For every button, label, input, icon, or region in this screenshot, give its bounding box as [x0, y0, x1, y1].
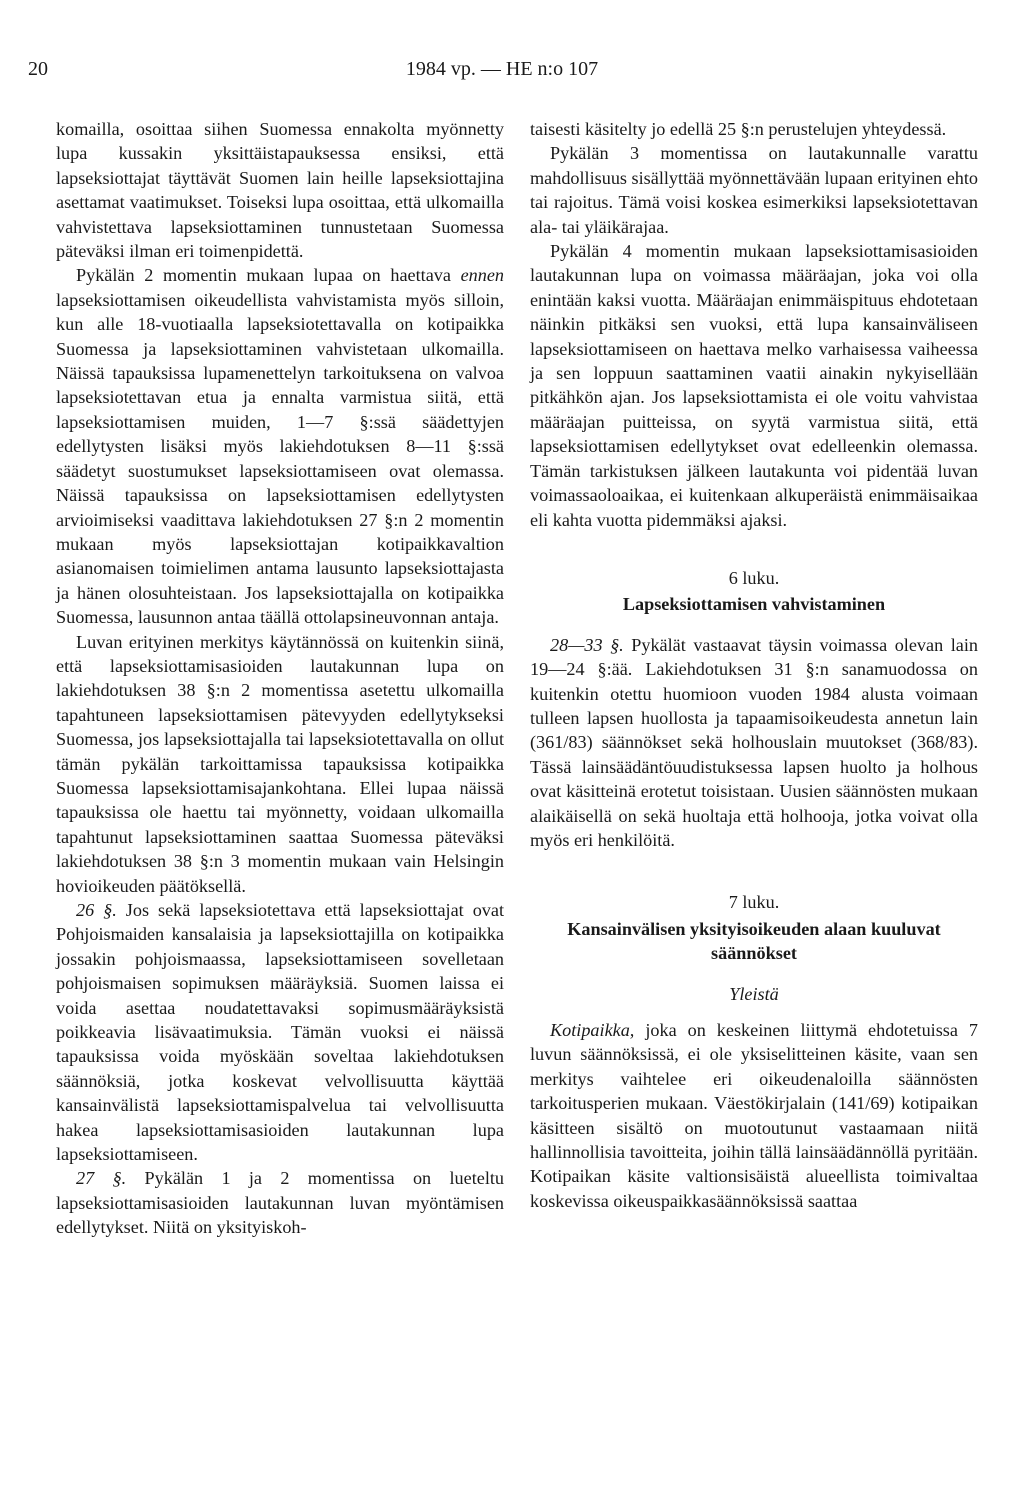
paragraph: Pykälän 2 momentin mukaan lupaa on haettava ennen lapseksiottamisen oikeudellista vahvistamista myös silloin, kun alle 18-vuotiaalla lapseksiotettavalla on kotipaikka Suomessa ja lapseksiottaminen vahvistetaan ulkomailla. Näissä tapauksissa lupamenettelyn tarkoituksena on valvoa lapseksiotettavan etua ja ennalta varmistua siitä, että lapseksiottamisen muiden, 1—7 §:ssä säädettyjen edellytysten lisäksi myös lakiehdotuksen 8—11 §:ssä säädetyt suostumukset lapseksiottamiseen ovat olemassa. Näissä tapauksissa on lapseksiottamisen edellytysten arvioimiseksi vaadittava lakiehdotuksen 27 §:n 2 momentin mukaan myös lapseksiottajan kotipaikkavaltion asianomaisen toimielimen antama lausunto lapseksiottajasta ja hänen olosuhteistaan. Jos lapseksiottajalla on kotipaikka Suomessa, lausunnon antaa täällä ottolapsineuvonnan antaja.	[56, 265, 505, 628]
section-ref: 26 §.	[76, 900, 117, 920]
left-column	[56, 117, 504, 1240]
paragraph: taisesti käsitelty jo edellä 25 §:n perustelujen yhteydessä.	[530, 119, 947, 139]
emphasis: Kotipaikka,	[550, 1020, 635, 1040]
chapter-number: 6 luku.	[728, 567, 780, 588]
paragraph: Pykälän 4 momentin mukaan lapseksiottamisasioiden lautakunnan lupa on voimassa määräajan, joka voi olla enintään kaksi vuotta. Määräajan enimmäispituus ehdotetaan näinkin pitkäksi sen vuoksi, että lupa kansainväliseen lapseksiottamiseen on haettava melko varhaisessa vaiheessa ja sen loppuun saattaminen vaatii ainakin nykyisellään pitkähkön ajan. Jos lapseksiottamista ei ole voitu vahvistaa määräajan puitteissa, on syytä varmistua siitä, että lapseksiottamisen edellytykset ovat edelleenkin olemassa. Tämän tarkistuksen jälkeen lautakunta voi pidentää luvan voimassaoloaikaa, ei kuitenkaan alkuperäistä enimmäisaikaa eli kahta vuotta pidemmäksi ajaksi.	[530, 241, 978, 530]
paragraph: Kotipaikka, joka on keskeinen liittymä ehdotetuissa 7 luvun säännöksissä, ei ole yksiselitteinen käsite, vaan sen merkitys vaihtelee eri oikeudenaloilla säännösten tarkoitusperien mukaan. Väestökirjalain (141/69) kotipaikan käsitteen sisältö on muotoutunut vastaamaan niitä hallinnollisia tavoitteita, joihin tällä lainsäädännöllä pyritään. Kotipaikan käsite valtionsisäistä alueellista toimivaltaa koskevissa oikeuspaikkasäännöksissä saattaa	[530, 1020, 979, 1211]
chapter-number: 7 luku.	[728, 892, 780, 913]
paragraph: Pykälän 3 momentissa on lautakunnalle varattu mahdollisuus sisällyttää myönnettävään lupaan erityinen ehto tai rajoitus. Tämä voisi koskea esimerkiksi lapseksiotettavan ala- tai yläikärajaa.	[530, 143, 979, 237]
paragraph: komailla, osoittaa siihen Suomessa ennakolta myönnetty lupa kussakin yksittäistapauksessa ensiksi, että lapseksiottajat täyttävät Suomen lain heille lapseksiottajina asettamat vaatimukset. Toiseksi lupa osoittaa, että ulkomailla vahvistettava lapseksiottaminen tunnustetaan Suomessa päteväksi ilman eri toimenpidettä.	[56, 119, 504, 262]
emphasis: ennen	[460, 265, 505, 286]
subheading: Yleistä	[729, 983, 779, 1004]
chapter-title: Lapseksiottamisen vahvistaminen	[622, 594, 886, 615]
right-column	[530, 117, 978, 1213]
page-header	[28, 58, 976, 88]
page-number: 20	[28, 58, 48, 80]
section-ref: 27 §.	[76, 1168, 127, 1189]
running-title: 1984 vp. — HE n:o 107	[405, 58, 599, 80]
paragraph: 27 §. Pykälän 1 ja 2 momentissa on lueteltu lapseksiottamisasioiden lautakunnan luvan myöntämisen edellytykset. Niitä on yksityiskoh-	[56, 1168, 505, 1238]
paragraph: Luvan erityinen merkitys käytännössä on kuitenkin siinä, että lapseksiottamisasioiden lautakunnan lupa on lakiehdotuksen 38 §:n 2 momentissa asetettu ulkomailla tapahtuneen lapseksiottamisen pätevyyden edellytykseksi Suomessa, jos lapseksiottajalla tai lapseksiotettavalla on ollut tämän pykälän tarkoittamissa tapauksissa kotipaikka Suomessa lapseksiottamisajankohtana. Ellei lupaa näissä tapauksissa ole haettu tai myönnetty, voidaan ulkomailla tapahtunut lapseksiottaminen saattaa Suomessa päteväksi lakiehdotuksen 38 §:n 3 momentin mukaan vain Helsingin hovioikeuden päätöksellä.	[56, 631, 504, 896]
paragraph: 28—33 §. Pykälät vastaavat täysin voimassa olevan lain 19—24 §:ää. Lakiehdotuksen 31 §:n sanamuodossa on kuitenkin otettu huomioon vuoden 1984 alusta voimaan tulleen lapsen huollosta ja tapaamisoikeudesta annetun lain (361/83) säännökset sekä holhouslain muutokset (368/83). Tässä lainsäädäntöuudistuksessa lapsen huolto ja holhous ovat käsitteinä erotetut toisistaan. Uusien säännösten mukaan alaikäisellä on sekä huoltaja että holhooja, jotka voivat olla myös eri henkilöitä.	[530, 634, 978, 850]
paragraph: 26 §. Jos sekä lapseksiotettava että lapseksiottajat ovat Pohjoismaiden kansalaisia ja lapseksiottajilla on kotipaikka jossakin pohjoismaassa, lapseksiottamiseen sovelletaan pohjoismaisen sopimuksen määräyksiä. Suomen laissa ei voida asettaa noudatettavaksi sopimusmääräyksistä poikkeavia lisävaatimuksia. Tämän vuoksi ei näissä tapauksissa voida myöskään soveltaa lakiehdotuksen säännöksiä, jotka koskevat velvollisuutta käyttää kansainvälistä lapseksiottamispalvelua tai velvollisuutta hakea lapseksiottamisasioiden lautakunnan lupa lapseksiottamiseen.	[56, 900, 505, 1165]
section-ref: 28—33 §.	[550, 634, 624, 655]
chapter-title: Kansainvälisen yksityisoikeuden alaan kuuluvat säännökset	[567, 918, 941, 964]
